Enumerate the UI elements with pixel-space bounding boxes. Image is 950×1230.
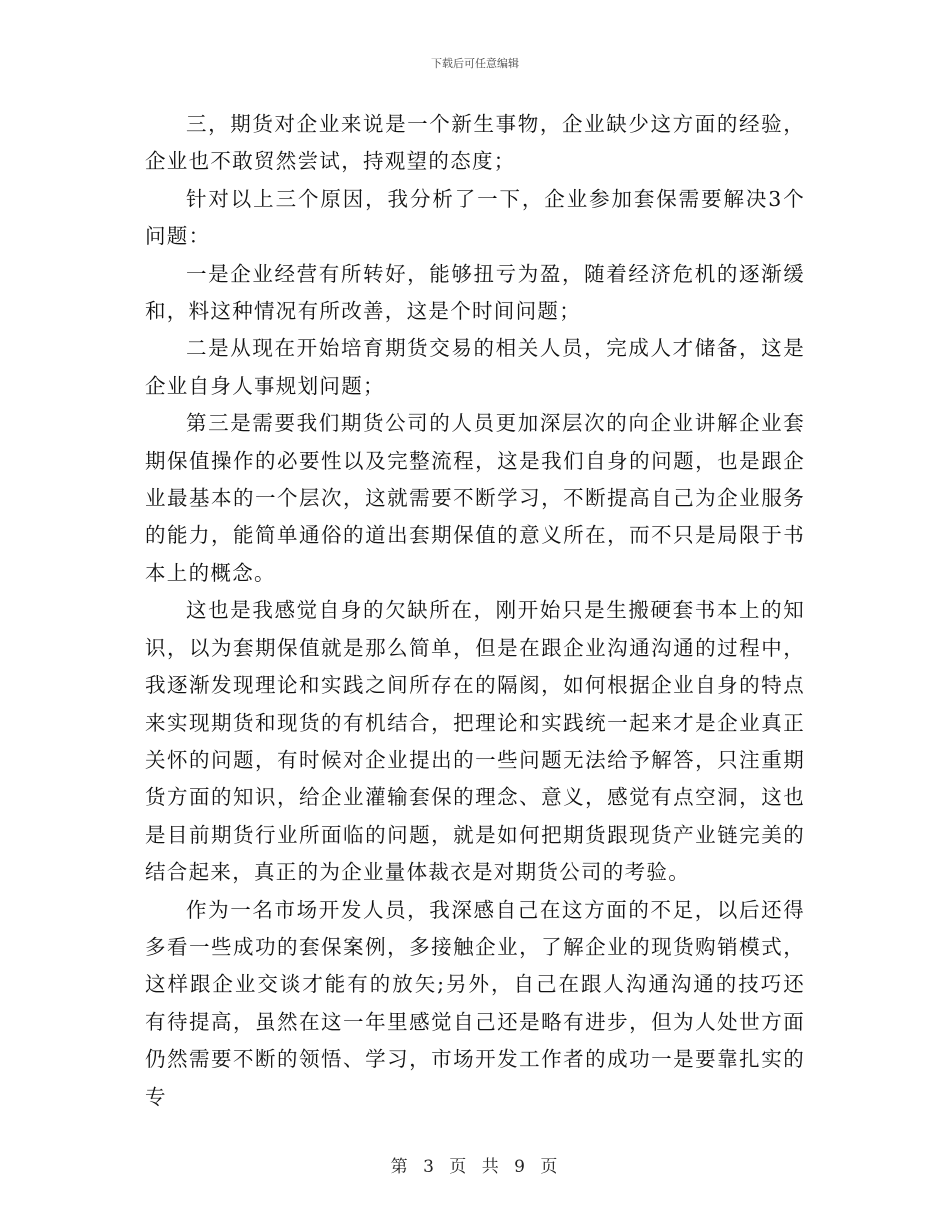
paragraph-5: 第三是需要我们期货公司的人员更加深层次的向企业讲解企业套期保值操作的必要性以及完整流程，这是我们自身的问题，也是跟企业最基本的一个层次，这就需要不断学习，不断提高自己为企业服务的能力，能简单通俗的道出套期保值的意义所在，而不只是局限于书本上的概念。 (145, 411, 805, 585)
page-number-footer: 第 3 页 共 9 页 (390, 1157, 560, 1177)
paragraph-6: 这也是我感觉自身的欠缺所在，刚开始只是生搬硬套书本上的知识，以为套期保值就是那么简单，但是在跟企业沟通沟通的过程中，我逐渐发现理论和实践之间所存在的隔阂，如何根据企业自身的特点来实现期货和现货的有机结合，把理论和实践统一起来才是企业真正关怀的问题，有时候对企业提出的一些问题无法给予解答，只注重期货方面的知识，给企业灌输套保的理念、意义，感觉有点空洞，这也是目前期货行业所面临的问题，就是如何把期货跟现货产业链完美的结合起来，真正的为企业量体裁衣是对期货公司的考验。 (145, 598, 805, 885)
page-header-note: 下载后可任意编辑 (431, 57, 519, 70)
paragraph-1: 三，期货对企业来说是一个新生事物，企业缺少这方面的经验，企业也不敢贸然尝试，持观望的态度； (145, 112, 805, 174)
document-body (145, 106, 805, 1116)
paragraph-2: 针对以上三个原因，我分析了一下，企业参加套保需要解决3个问题： (145, 186, 805, 249)
paragraph-7: 作为一名市场开发人员，我深感自己在这方面的不足，以后还得多看一些成功的套保案例，多接触企业，了解企业的现货购销模式，这样跟企业交谈才能有的放矢;另外，自己在跟人沟通沟通的技巧还有待提高，虽然在这一年里感觉自己还是略有进步，但为人处世方面仍然需要不断的领悟、学习，市场开发工作者的成功一是要靠扎实的专 (145, 897, 805, 1109)
paragraph-3: 一是企业经营有所转好，能够扭亏为盈，随着经济危机的逐渐缓和，料这种情况有所改善，这是个时间问题； (145, 261, 805, 324)
paragraph-4: 二是从现在开始培育期货交易的相关人员，完成人才储备，这是企业自身人事规划问题； (145, 336, 805, 398)
